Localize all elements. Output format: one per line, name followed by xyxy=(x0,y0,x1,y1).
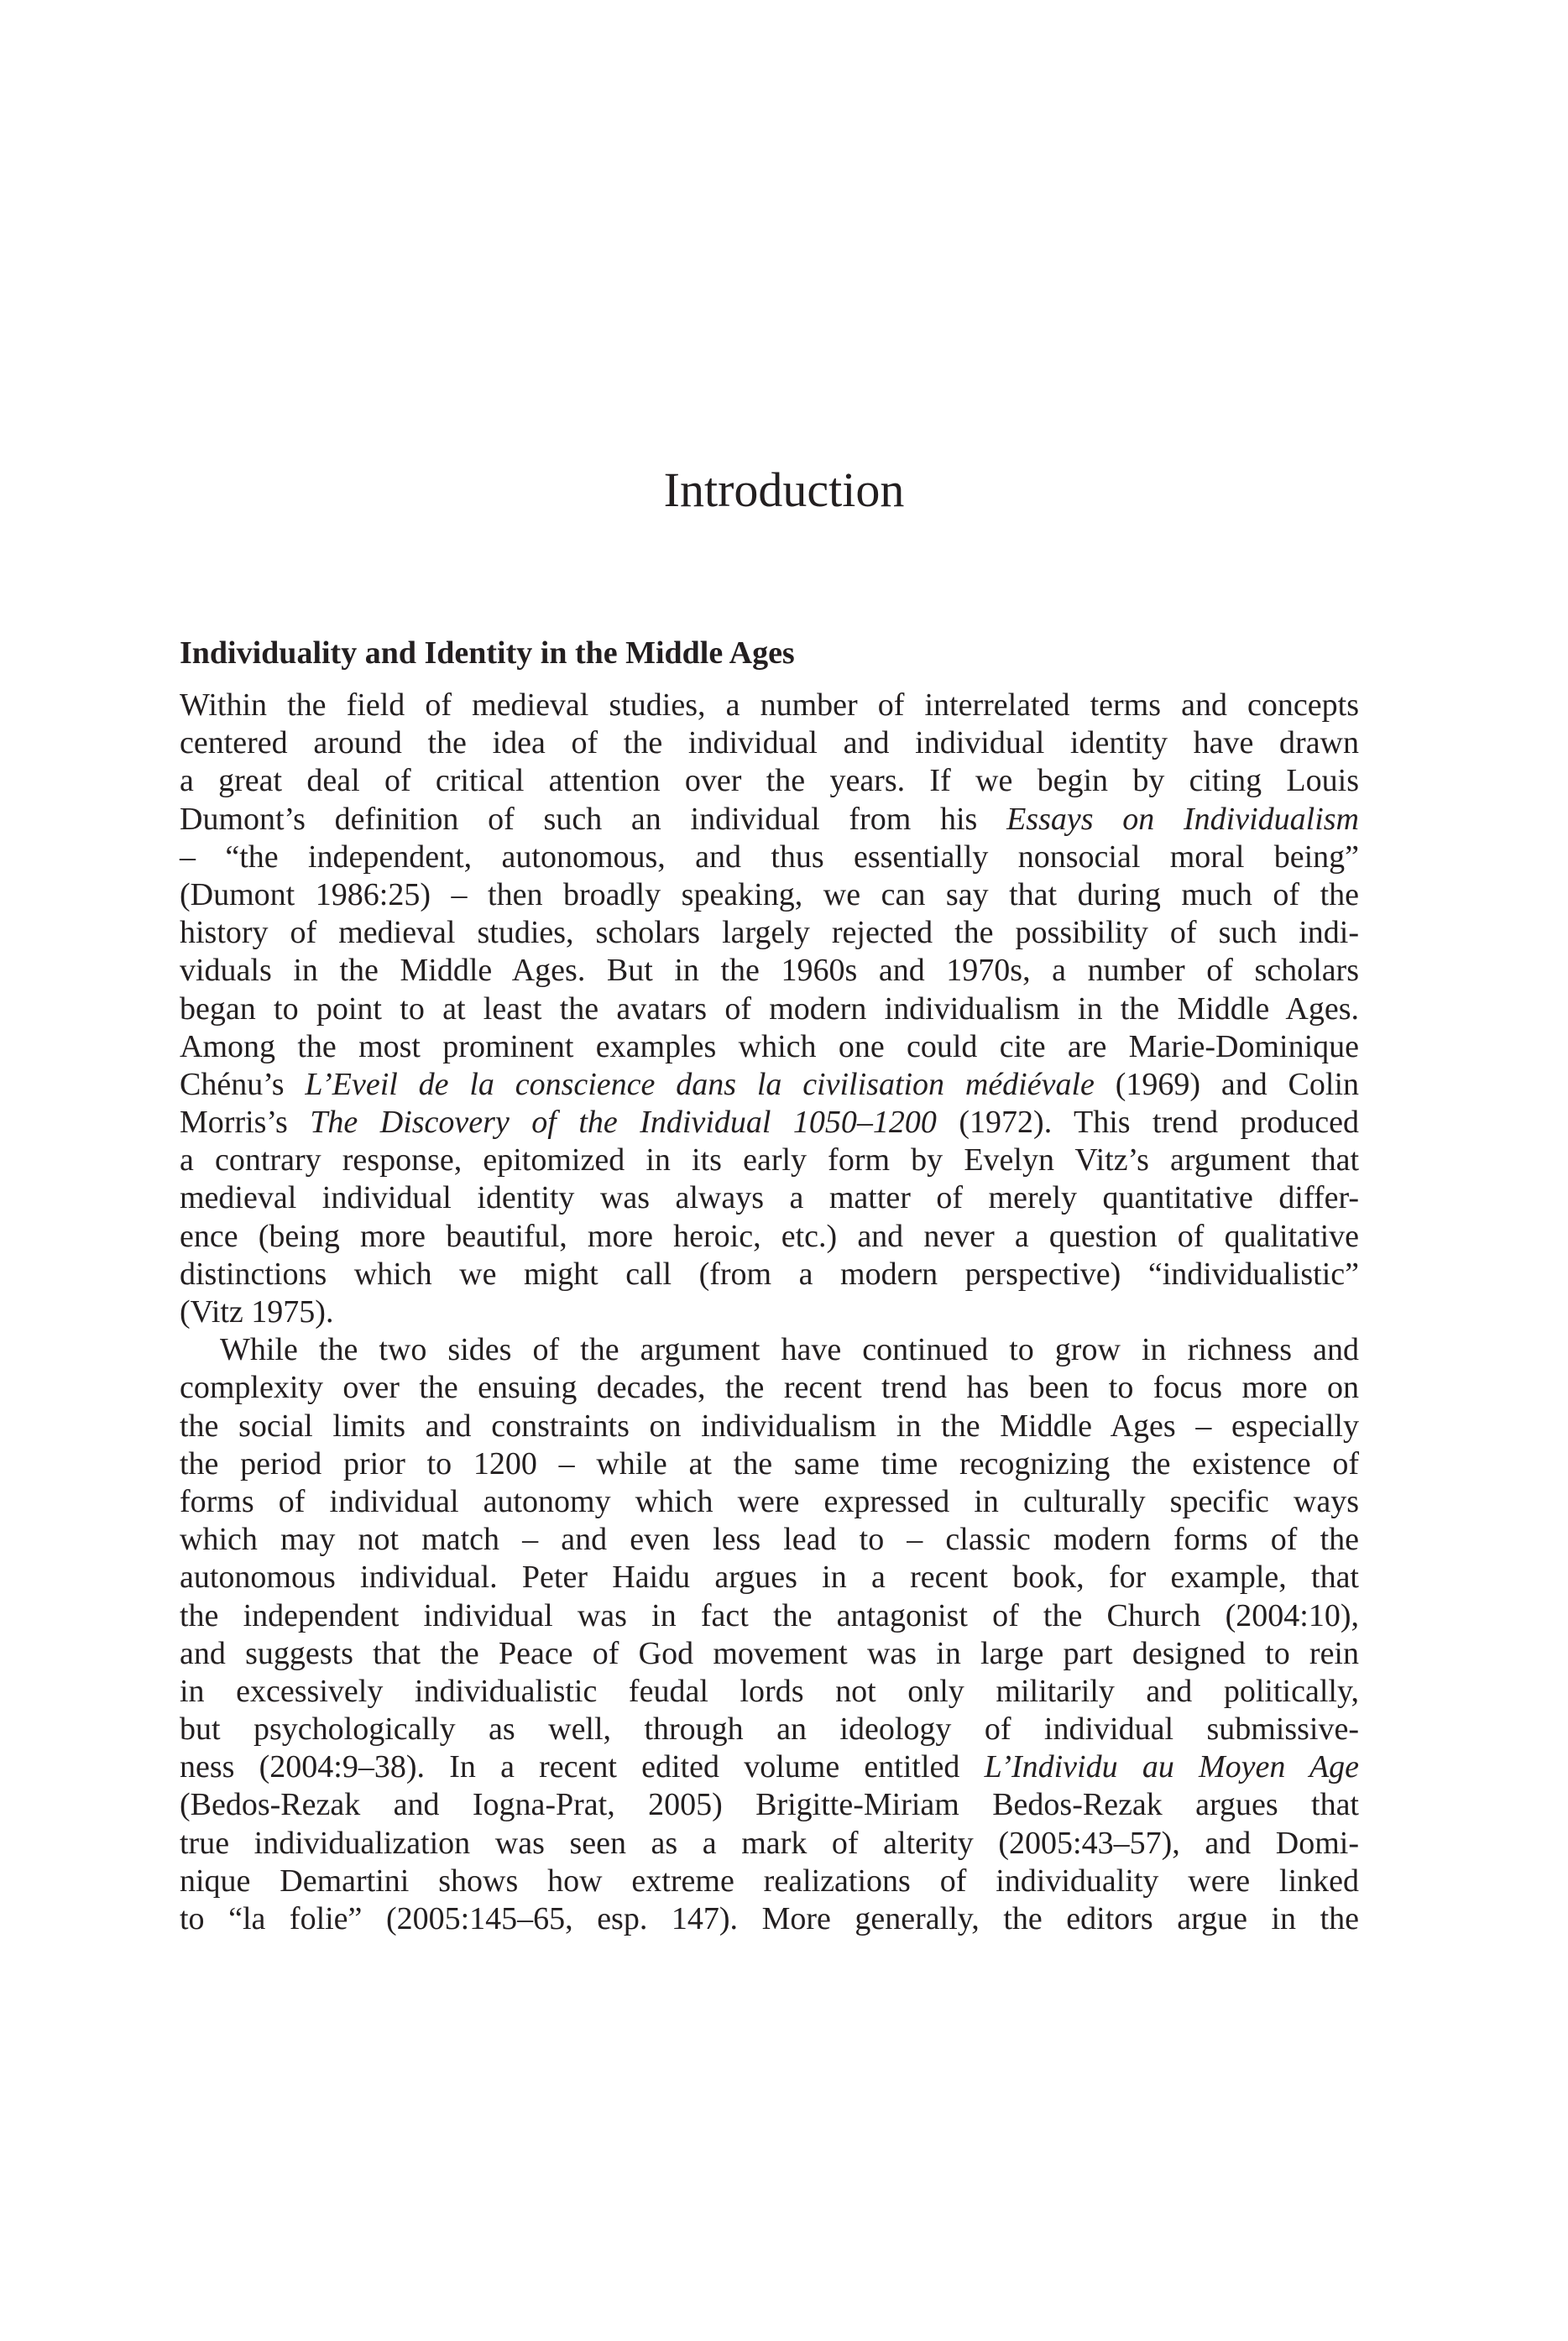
text-run: Dumont’s definition of such an individual from his xyxy=(180,801,1007,837)
text-line: ence (being more beautiful, more heroic, etc.) and never a question of qualitative xyxy=(180,1218,1359,1254)
body-text xyxy=(180,687,1359,1938)
section-heading: Individuality and Identity in the Middle Ages xyxy=(180,635,795,671)
text-line: a great deal of critical attention over the years. If we begin by citing Louis xyxy=(180,763,1359,799)
text-line xyxy=(180,1066,1359,1104)
text-line: distinctions which we might call (from a modern perspective) “individualistic” xyxy=(180,1256,1359,1292)
book-title-essays-on-individualism: Essays on Individualism xyxy=(1006,801,1359,837)
book-title-leveil: L’Eveil de la conscience dans la civilisation médiévale xyxy=(305,1066,1095,1102)
text-line: in excessively individualistic feudal lords not only militarily and politically, xyxy=(180,1673,1359,1709)
text-run: (1972). This trend produced xyxy=(936,1105,1359,1141)
text-line: medieval individual identity was always a matter of merely quantitative differ- xyxy=(180,1180,1359,1216)
text-line xyxy=(180,1104,1359,1142)
text-run: Morris’s xyxy=(180,1105,311,1141)
text-line xyxy=(180,801,1359,839)
text-line: the independent individual was in fact the antagonist of the Church (2004:10), xyxy=(180,1597,1359,1633)
text-line: (Bedos-Rezak and Iogna-Prat, 2005) Brigitte-Miriam Bedos-Rezak argues that xyxy=(180,1787,1359,1823)
book-title-lindividu-au-moyen-age: L’Individu au Moyen Age xyxy=(984,1749,1360,1785)
text-line: and suggests that the Peace of God movement was in large part designed to rein xyxy=(180,1635,1359,1671)
text-line: history of medieval studies, scholars largely rejected the possibility of such indi- xyxy=(180,915,1359,951)
paragraph-1 xyxy=(180,687,1359,1331)
text-line: Within the field of medieval studies, a number of interrelated terms and concepts xyxy=(180,687,1359,723)
text-line: While the two sides of the argument have continued to grow in richness and xyxy=(220,1332,1359,1368)
text-line: a contrary response, epitomized in its early form by Evelyn Vitz’s argument that xyxy=(180,1142,1359,1178)
text-line: viduals in the Middle Ages. But in the 1960s and 1970s, a number of scholars xyxy=(180,953,1359,989)
paragraph-2 xyxy=(180,1331,1359,1938)
text-line: the social limits and constraints on individualism in the Middle Ages – especially xyxy=(180,1408,1359,1444)
book-title-discovery-of-the-individual: The Discovery of the Individual 1050–1200 xyxy=(310,1105,937,1141)
text-line xyxy=(180,1748,1359,1786)
text-line: began to point to at least the avatars of modern individualism in the Middle Ages. xyxy=(180,990,1359,1027)
text-line: autonomous individual. Peter Haidu argues in a recent book, for example, that xyxy=(180,1560,1359,1596)
text-line: – “the independent, autonomous, and thus essentially nonsocial moral being” xyxy=(180,839,1359,875)
text-line: which may not match – and even less lead to – classic modern forms of the xyxy=(180,1522,1359,1558)
text-line: the period prior to 1200 – while at the same time recognizing the existence of xyxy=(180,1445,1359,1481)
text-line: to “la folie” (2005:145–65, esp. 147). More generally, the editors argue in the xyxy=(180,1901,1359,1936)
text-run: (1969) and Colin xyxy=(1094,1066,1360,1102)
text-run: Chénu’s xyxy=(180,1066,306,1102)
text-line: nique Demartini shows how extreme realizations of individuality were linked xyxy=(180,1863,1359,1899)
text-line: forms of individual autonomy which were expressed in culturally specific ways xyxy=(180,1483,1359,1519)
text-line: true individualization was seen as a mark of alterity (2005:43–57), and Domi- xyxy=(180,1825,1359,1861)
chapter-title: Introduction xyxy=(663,462,905,517)
text-line: (Vitz 1975). xyxy=(180,1294,334,1330)
text-line: complexity over the ensuing decades, the recent trend has been to focus more on xyxy=(180,1370,1359,1406)
text-line: centered around the idea of the individual and individual identity have drawn xyxy=(180,725,1359,761)
text-line: (Dumont 1986:25) – then broadly speaking, we can say that during much of the xyxy=(180,876,1359,912)
text-line: but psychologically as well, through an ideology of individual submissive- xyxy=(180,1711,1359,1748)
text-run: ness (2004:9–38). In a recent edited volume entitled xyxy=(180,1749,985,1785)
text-line: Among the most prominent examples which one could cite are Marie-Dominique xyxy=(180,1028,1359,1064)
